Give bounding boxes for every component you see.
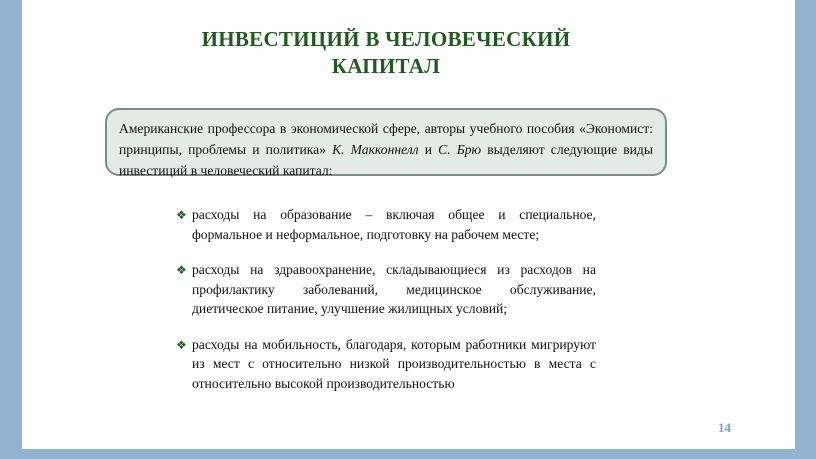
investment-list: [176, 205, 596, 409]
title-line-2: КАПИТАЛ: [331, 54, 441, 78]
list-item-text: расходы на образование – включая общее и специальное, формальное и неформальное, подготовку на рабочем месте;: [192, 207, 596, 242]
intro-and: и: [418, 142, 439, 157]
author-name-2: С. Брю: [438, 142, 482, 157]
page-title: [0, 26, 794, 80]
list-item: [176, 335, 596, 394]
list-item: [176, 205, 596, 244]
intro-box: [105, 108, 667, 176]
list-item: [176, 260, 596, 319]
page-number: 14: [718, 420, 731, 435]
diamond-bullet-icon: ❖: [176, 208, 187, 222]
diamond-bullet-icon: ❖: [176, 263, 187, 277]
intro-text-2: выделяют следующие виды инвестиций в человеческий капитал:: [119, 142, 653, 178]
list-item-text: расходы на здравоохранение, складывающиеся из расходов на профилактику заболеваний, медицинское обслуживание, диетическое питание, улучшение жилищных условий;: [192, 262, 596, 316]
title-line-1: ИНВЕСТИЦИЙ В ЧЕЛОВЕЧЕСКИЙ: [201, 27, 571, 51]
diamond-bullet-icon: ❖: [176, 337, 187, 352]
list-item-text: расходы на мобильность, благодаря, которым работники мигрируют из мест с относительно низкой производительностью в места с относительно высокой производительностью: [192, 336, 596, 391]
intro-text-1: Американские профессора в экономической сфере, авторы учебного пособия «Экономист: принципы, проблемы и политика»: [119, 121, 653, 157]
author-name-1: К. Макконнелл: [332, 142, 419, 157]
